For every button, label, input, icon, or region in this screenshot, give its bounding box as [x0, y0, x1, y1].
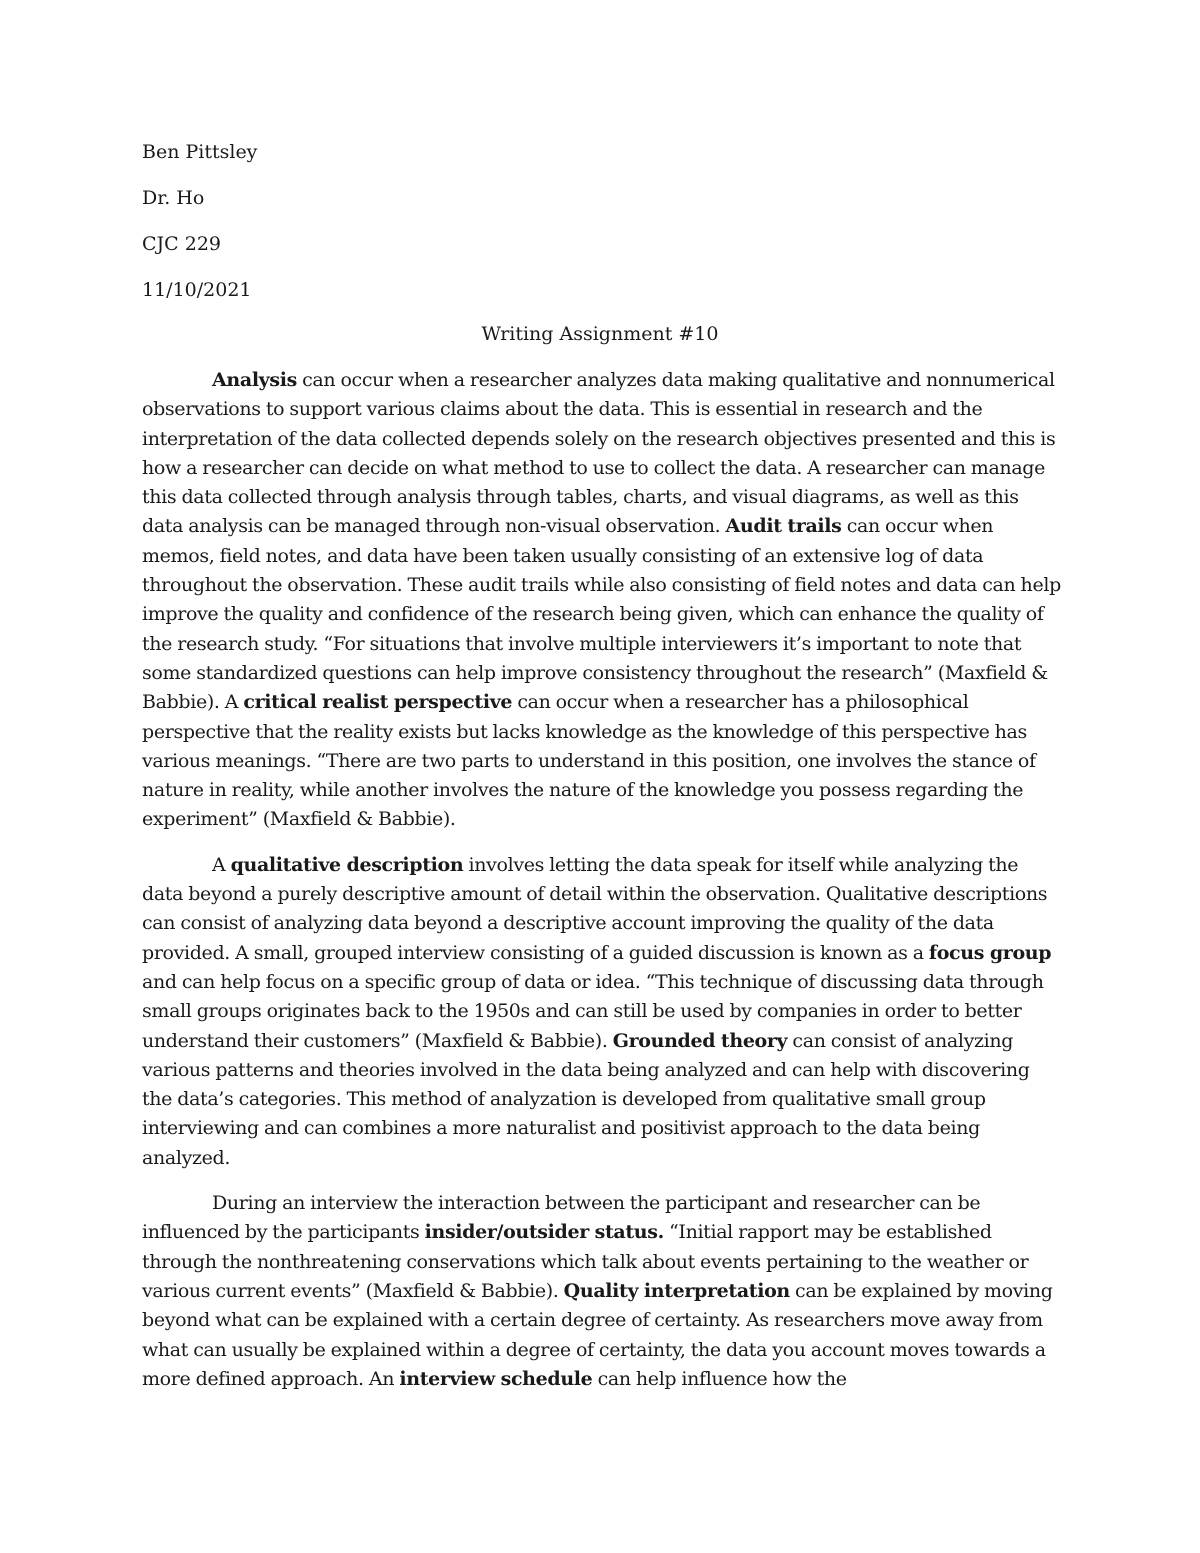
key-term: Quality interpretation [563, 1279, 790, 1302]
key-term: qualitative description [230, 853, 464, 876]
paragraph-text: and can help focus on a specific group of data or idea. “This technique of discussing data through small groups originates back to the 1950s and can still be used by companies in order to better understand their customers” (Maxfield & Babbie). [142, 970, 1044, 1052]
paragraph-text: can help influence how the [592, 1367, 847, 1390]
instructor-name: Dr. Ho [142, 187, 205, 209]
paragraph-text: can occur when a researcher has a philosophical perspective that the reality exists but lacks knowledge as the knowledge of this perspective has various meanings. “There are two parts to understand in this position, one involves the stance of nature in reality, while another involves the nature of the knowledge you possess regarding the experiment” (Maxfield & Babbie). [142, 691, 1036, 831]
document-title: Writing Assignment #10 [481, 323, 719, 345]
paragraph [142, 1189, 1062, 1394]
paragraph-text: involves letting the data speak for itself while analyzing the data beyond a purely descriptive amount of detail within the observation. Qualitative descriptions can consist of analyzing data beyond a descriptive account improving the quality of the data provided. A small, grouped interview consisting of a guided discussion is known as a [142, 853, 1048, 964]
key-term: focus group [928, 941, 1052, 964]
body-text [142, 366, 1062, 1410]
course-code: CJC 229 [142, 233, 221, 255]
paragraph-text: can be explained by moving beyond what can be explained with a certain degree of certainty. As researchers move away from what can usually be explained within a degree of certainty, the data you account moves towards a more defined approach. An [142, 1279, 1053, 1390]
key-term: Analysis [212, 369, 297, 391]
paragraph-text: can occur when memos, field notes, and data have been taken usually consisting of an extensive log of data throughout the observation. These audit trails while also consisting of field notes and data can help improve the quality and confidence of the research being given, which can enhance the quality of the research study. “For situations that involve multiple interviewers it’s important to note that some standardized questions can help improve consistency throughout the research” (Maxfield & Babbie). A [142, 515, 1061, 714]
key-term: Grounded theory [612, 1029, 788, 1052]
paragraph-text: can consist of analyzing various patterns and theories involved in the data being analyzed and can help with discovering the data’s categories. This method of analyzation is developed from qualitative small group interviewing and can combines a more naturalist and positivist approach to the data being analyzed. [142, 1029, 1030, 1169]
key-term: interview schedule [399, 1367, 593, 1390]
paragraph-text: “Initial rapport may be established through the nonthreatening conservations which talk about events pertaining to the weather or various current events” (Maxfield & Babbie). [142, 1221, 1029, 1302]
key-term: critical realist perspective [243, 691, 513, 714]
key-term: Audit trails [725, 515, 842, 538]
header-block [142, 140, 742, 324]
paragraph-text: A [212, 853, 231, 876]
paragraph [142, 366, 1062, 835]
paragraph [142, 851, 1062, 1173]
assignment-date: 11/10/2021 [142, 279, 252, 301]
paragraph-text: can occur when a researcher analyzes data making qualitative and nonnumerical observations to support various claims about the data. This is essential in research and the interpretation of the data collected depends solely on the research objectives presented and this is how a researcher can decide on what method to use to collect the data. A researcher can manage this data collected through analysis through tables, charts, and visual diagrams, as well as this data analysis can be managed through non-visual observation. [142, 369, 1056, 538]
key-term: insider/outsider status. [424, 1221, 664, 1244]
paragraph-text: During an interview the interaction between the participant and researcher can be influenced by the participants [142, 1192, 981, 1244]
author-name: Ben Pittsley [142, 141, 258, 163]
